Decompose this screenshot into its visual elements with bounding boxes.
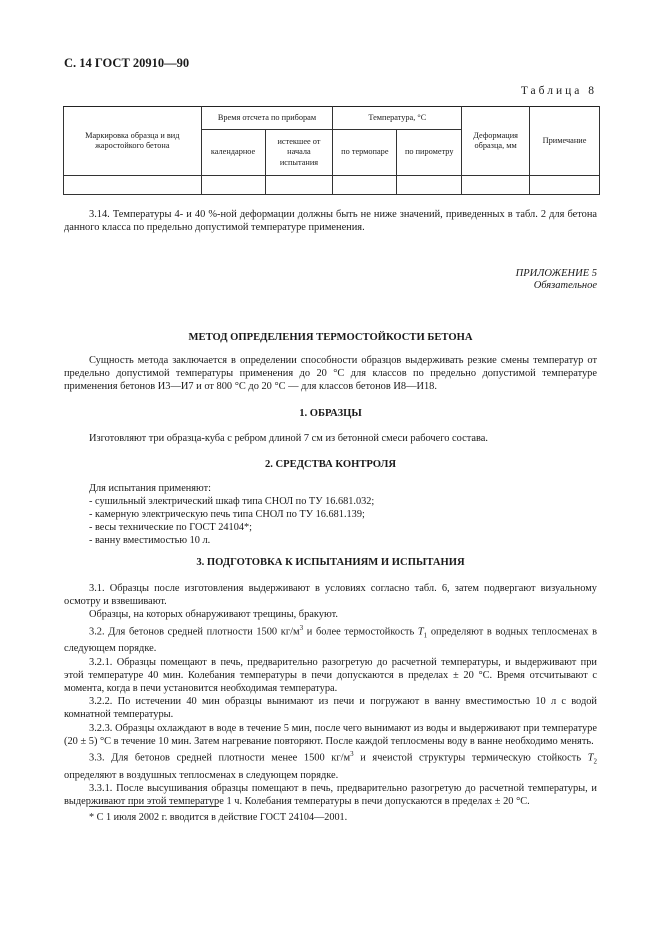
clause-3-2-1: 3.2.1. Образцы помещают в печь, предварительно разогретую до расчетной температуры, и выдерживают при этой температуре 40 мин. Колебания температуры в печи допускаются в пределах ± 20 °С. Время отсчитывают с момента, когда в печи установится необходимая температура.: [64, 656, 597, 694]
clause-3-14: 3.14. Температуры 4- и 40 %-ной деформации должны быть не ниже значений, приведенных в табл. 2 для бетона данного класса по предельно допустимой температуре применения.: [64, 209, 597, 234]
section-1-text: Изготовляют три образца-куба с ребром длиной 7 см из бетонной смеси рабочего состава.: [89, 433, 488, 444]
clause-3-2-2: 3.2.2. По истечении 40 мин образцы вынимают из печи и погружают в ванну вместимостью 10 л с водой комнатной температуры.: [64, 696, 597, 721]
col-header-note: Примечание: [530, 107, 600, 176]
table-row-empty: [64, 175, 600, 194]
col-header-marking: Маркировка образца и вид жаростойкого бетона: [64, 107, 202, 176]
footnote-divider: [89, 806, 219, 807]
page-header: С. 14 ГОСТ 20910—90: [64, 56, 190, 70]
footnote: * С 1 июля 2002 г. вводится в действие ГОСТ 24104—2001.: [89, 812, 348, 823]
method-essence: Сущность метода заключается в определении способности образцов выдерживать резкие смены температур от предельно допустимой температуры применения до 20 °С для классов по предельно допустимой температуре применения бетонов И3—И7 и от 800 °С до 20 °С — для классов бетонов И8—И18.: [64, 355, 597, 393]
clause-3-2-3: 3.2.3. Образцы охлаждают в воде в течение 5 мин, после чего вынимают из воды и выдерживают при температуре (20 ± 5) °С в течение 10 мин. Затем нагревание повторяют. После каждой теплосмены воду в ванне необходимо менять.: [64, 722, 597, 747]
clause-3-2: 3.2. Для бетонов средней плотности 1500 $кг/м^3$ и более термостойкость $T_1$ определяют в водных теплосменах в следующем порядке.: [64, 623, 597, 655]
table-caption: Таблица 8: [520, 85, 597, 97]
appendix-subtitle: Обязательное: [533, 280, 597, 291]
clause-3-3: 3.3. Для бетонов средней плотности менее 1500 $кг/м^3$ и ячеистой структуры термическую стойкость $T_2$ определяют в воздушных теплосменах в следующем порядке.: [64, 749, 597, 781]
col-group-temperature: Температура, °С: [333, 107, 462, 130]
appendix-label: [516, 268, 597, 292]
col-group-time: Время отсчета по приборам: [201, 107, 333, 130]
col-header-elapsed: истекшее от начала испытания: [265, 130, 333, 176]
section-3-body: [64, 582, 597, 808]
list-item: - сушильный электрический шкаф типа СНОЛ по ТУ 16.681.032;: [89, 496, 375, 507]
col-header-calendar: календарное: [201, 130, 265, 176]
section-1-title: 1. ОБРАЗЦЫ: [299, 408, 362, 419]
clause-3-1-reject: Образцы, на которых обнаруживают трещины, бракуют.: [89, 609, 338, 621]
col-header-pyrometer: по пирометру: [397, 130, 462, 176]
clause-3-1: 3.1. Образцы после изготовления выдерживают в условиях согласно табл. 6, затем подвергают визуальному осмотру и взвешивают.: [64, 583, 597, 608]
list-item: - камерную электрическую печь типа СНОЛ по ТУ 16.681.139;: [89, 509, 365, 520]
section-3-title: 3. ПОДГОТОВКА К ИСПЫТАНИЯМ И ИСПЫТАНИЯ: [196, 557, 465, 568]
equipment-list: [89, 482, 594, 547]
table-8: [63, 106, 600, 195]
list-intro: Для испытания применяют:: [89, 483, 211, 494]
method-title: МЕТОД ОПРЕДЕЛЕНИЯ ТЕРМОСТОЙКОСТИ БЕТОНА: [188, 332, 473, 343]
clause-3-3-1: 3.3.1. После высушивания образцы помещают в печь, предварительно разогретую до расчетной температуры, и выдерживают при этой температуре 1 ч. Колебания температуры в печи допускаются в пределах ± 20 °С.: [64, 782, 597, 808]
section-2-title: 2. СРЕДСТВА КОНТРОЛЯ: [264, 459, 397, 470]
col-header-thermocouple: по термопаре: [333, 130, 397, 176]
list-item: - весы технические по ГОСТ 24104*;: [89, 522, 253, 533]
appendix-title: ПРИЛОЖЕНИЕ 5: [515, 268, 597, 279]
list-item: - ванну вместимостью 10 л.: [89, 535, 211, 546]
col-header-deformation: Деформация образца, мм: [462, 107, 530, 176]
